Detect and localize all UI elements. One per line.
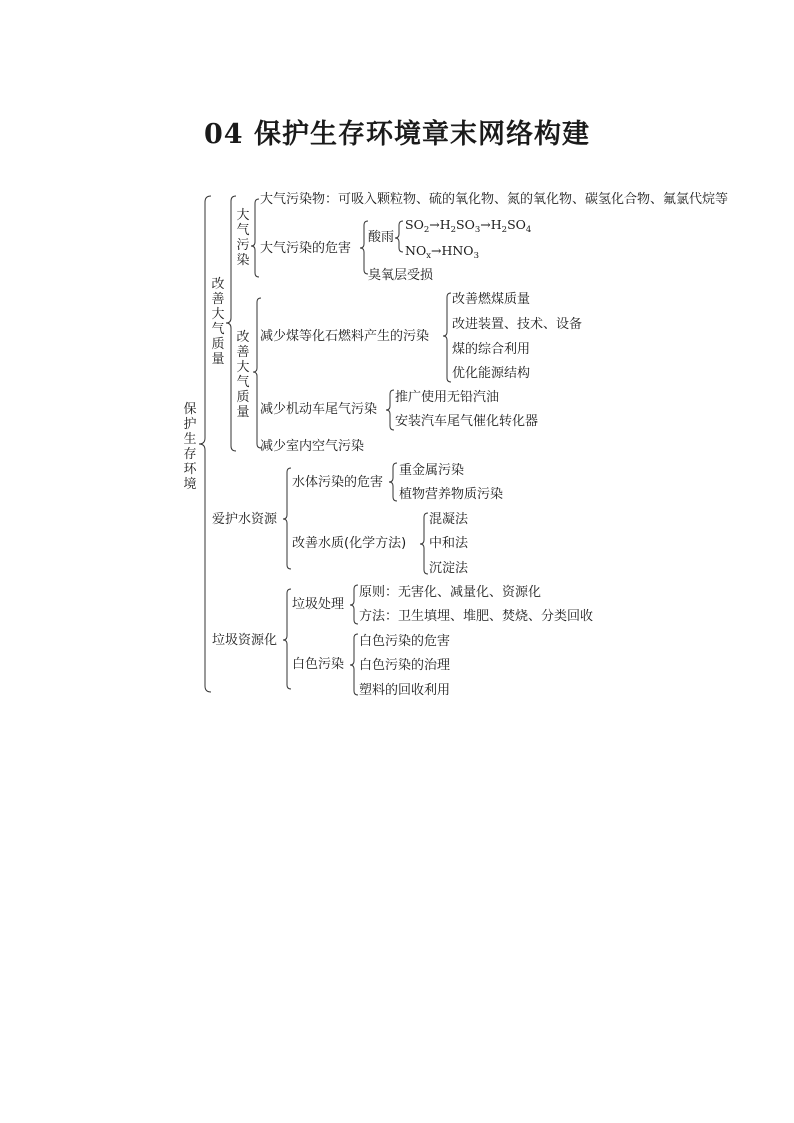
node-acid-rain: 酸雨 bbox=[368, 230, 395, 245]
formula-nitrogen-chain: $NO_x\to HNO_3$ bbox=[405, 243, 479, 261]
arrow-icon: → bbox=[429, 217, 440, 232]
bracket-harm bbox=[360, 221, 368, 274]
page-title: 04 保护生存环境章末网络构建 bbox=[204, 119, 590, 150]
node-pollution-harm: 大气污染的危害 bbox=[260, 241, 352, 256]
node-coal-item: 改进装置、技术、设备 bbox=[452, 317, 583, 332]
bracket-water-improve bbox=[420, 513, 428, 574]
bracket-root bbox=[199, 196, 211, 692]
node-white-item: 白色污染的治理 bbox=[359, 658, 451, 673]
node-air-improve: 改善大气质量 bbox=[236, 330, 250, 420]
formula-sulfur-chain: $SO_2\to H_2SO_3\to H_2SO_4$ bbox=[405, 217, 532, 235]
node-water-improve-item: 沉淀法 bbox=[429, 561, 469, 576]
bracket-vehicle bbox=[386, 390, 394, 430]
node-water-improve-item: 混凝法 bbox=[429, 512, 469, 527]
node-pollutants: 大气污染物：可吸入颗粒物、硫的氧化物、氮的氧化物、碳氢化合物、氟氯代烷等 bbox=[260, 192, 729, 207]
node-water-harm: 水体污染的危害 bbox=[292, 475, 384, 490]
node-coal-item: 优化能源结构 bbox=[452, 366, 531, 381]
node-white-pollution: 白色污染 bbox=[292, 657, 345, 672]
node-waste: 垃圾资源化 bbox=[212, 633, 278, 648]
node-coal-item: 煤的综合利用 bbox=[452, 342, 531, 357]
node-root: 保护生存环境 bbox=[183, 402, 197, 492]
node-coal-item: 改善燃煤质量 bbox=[452, 292, 531, 307]
node-vehicle: 减少机动车尾气污染 bbox=[260, 402, 378, 417]
bracket-air bbox=[226, 196, 236, 451]
bracket-water bbox=[283, 468, 291, 569]
bracket-treat bbox=[350, 585, 358, 624]
node-white-item: 塑料的回收利用 bbox=[359, 683, 451, 698]
bracket-coal bbox=[443, 293, 451, 382]
bracket-pollution bbox=[251, 199, 259, 277]
node-water-harm-item: 重金属污染 bbox=[399, 463, 465, 478]
node-waste-treat-item: 原则：无害化、减量化、资源化 bbox=[359, 585, 542, 600]
arrow-icon: → bbox=[480, 217, 491, 232]
bracket-improve bbox=[253, 298, 261, 448]
node-air-pollution: 大气污染 bbox=[236, 208, 250, 268]
node-ozone: 臭氧层受损 bbox=[368, 268, 434, 283]
node-waste-treat-item: 方法：卫生填埋、堆肥、焚烧、分类回收 bbox=[359, 609, 594, 624]
bracket-acid bbox=[395, 221, 403, 252]
node-water-improve: 改善水质(化学方法) bbox=[292, 536, 407, 551]
arrow-icon: → bbox=[430, 243, 442, 258]
bracket-water-harm bbox=[389, 463, 397, 501]
node-vehicle-item: 推广使用无铅汽油 bbox=[395, 390, 500, 405]
node-white-item: 白色污染的危害 bbox=[359, 634, 451, 649]
node-air: 改善大气质量 bbox=[211, 277, 225, 367]
node-water-harm-item: 植物营养物质污染 bbox=[399, 487, 504, 502]
node-waste-treat: 垃圾处理 bbox=[292, 597, 345, 612]
bracket-white bbox=[350, 634, 358, 695]
node-coal: 减少煤等化石燃料产生的污染 bbox=[260, 329, 430, 344]
node-water: 爱护水资源 bbox=[212, 512, 278, 527]
node-indoor: 减少室内空气污染 bbox=[260, 439, 365, 454]
node-water-improve-item: 中和法 bbox=[429, 536, 469, 551]
bracket-waste bbox=[283, 589, 291, 689]
node-vehicle-item: 安装汽车尾气催化转化器 bbox=[395, 414, 539, 429]
